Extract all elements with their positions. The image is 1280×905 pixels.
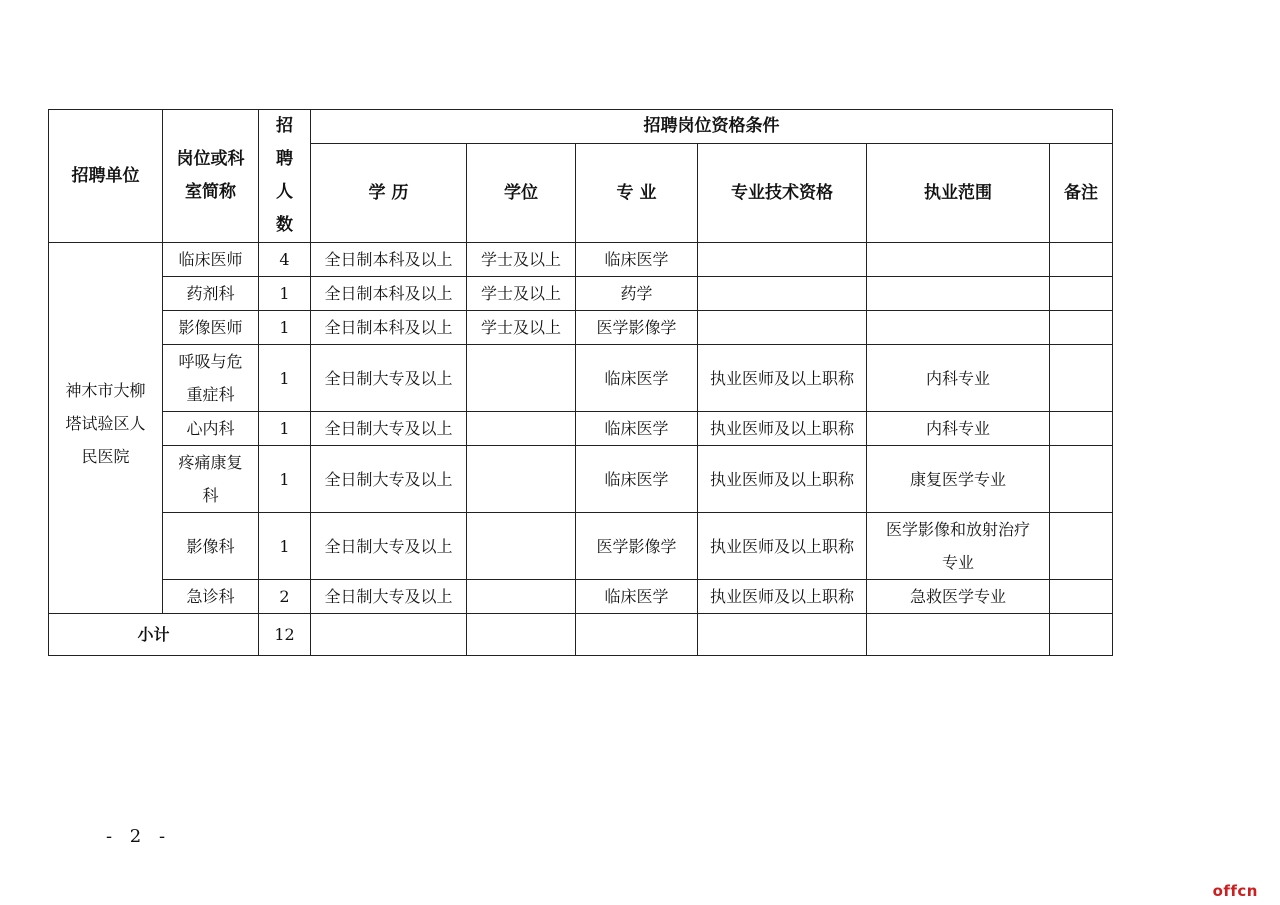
header-unit: 招聘单位 <box>49 110 163 243</box>
cell-scope <box>867 311 1050 345</box>
unit-name: 神木市大柳 塔试验区人 民医院 <box>49 243 163 614</box>
cell-degree <box>467 513 576 580</box>
cell-qualification <box>698 311 867 345</box>
table-row <box>49 580 1113 614</box>
cell-education: 全日制大专及以上 <box>311 412 467 446</box>
cell-education: 全日制本科及以上 <box>311 311 467 345</box>
cell-note <box>1050 243 1113 277</box>
subtotal-label: 小计 <box>49 614 259 656</box>
cell-degree <box>467 446 576 513</box>
cell-qualification: 执业医师及以上职称 <box>698 513 867 580</box>
cell-major: 临床医学 <box>576 446 698 513</box>
recruitment-table <box>48 109 1113 656</box>
cell-count: 4 <box>259 243 311 277</box>
cell-count: 1 <box>259 311 311 345</box>
cell-count: 1 <box>259 513 311 580</box>
cell-major: 临床医学 <box>576 345 698 412</box>
watermark-logo: offcn <box>1212 882 1258 900</box>
cell-major: 医学影像学 <box>576 311 698 345</box>
cell-degree <box>467 412 576 446</box>
table-row <box>49 446 1113 513</box>
cell-major: 临床医学 <box>576 243 698 277</box>
cell-note <box>1050 345 1113 412</box>
header-education: 学 历 <box>311 144 467 243</box>
cell-education: 全日制本科及以上 <box>311 243 467 277</box>
cell-scope: 医学影像和放射治疗 专业 <box>867 513 1050 580</box>
cell-major: 药学 <box>576 277 698 311</box>
cell-education: 全日制大专及以上 <box>311 580 467 614</box>
header-degree: 学位 <box>467 144 576 243</box>
subtotal-count: 12 <box>259 614 311 656</box>
table-row <box>49 345 1113 412</box>
cell-count: 1 <box>259 412 311 446</box>
cell-degree: 学士及以上 <box>467 311 576 345</box>
cell-scope <box>867 243 1050 277</box>
table-row <box>49 513 1113 580</box>
cell-major: 临床医学 <box>576 412 698 446</box>
cell-education: 全日制本科及以上 <box>311 277 467 311</box>
table-row <box>49 277 1113 311</box>
cell-qualification <box>698 243 867 277</box>
subtotal-empty <box>311 614 467 656</box>
subtotal-empty <box>867 614 1050 656</box>
table-body <box>49 243 1113 614</box>
cell-scope: 急救医学专业 <box>867 580 1050 614</box>
header-qualification: 专业技术资格 <box>698 144 867 243</box>
cell-post: 疼痛康复 科 <box>163 446 259 513</box>
cell-post: 影像科 <box>163 513 259 580</box>
cell-education: 全日制大专及以上 <box>311 513 467 580</box>
header-conditions: 招聘岗位资格条件 <box>311 110 1113 144</box>
page-number: - 2 - <box>106 826 172 847</box>
cell-post: 影像医师 <box>163 311 259 345</box>
cell-note <box>1050 513 1113 580</box>
cell-education: 全日制大专及以上 <box>311 345 467 412</box>
subtotal-empty <box>467 614 576 656</box>
cell-qualification: 执业医师及以上职称 <box>698 446 867 513</box>
cell-major: 医学影像学 <box>576 513 698 580</box>
cell-scope: 内科专业 <box>867 412 1050 446</box>
cell-scope: 康复医学专业 <box>867 446 1050 513</box>
cell-degree <box>467 345 576 412</box>
cell-note <box>1050 412 1113 446</box>
cell-scope: 内科专业 <box>867 345 1050 412</box>
cell-note <box>1050 446 1113 513</box>
cell-count: 1 <box>259 345 311 412</box>
cell-qualification <box>698 277 867 311</box>
cell-degree: 学士及以上 <box>467 277 576 311</box>
subtotal-empty <box>576 614 698 656</box>
cell-major: 临床医学 <box>576 580 698 614</box>
cell-post: 呼吸与危 重症科 <box>163 345 259 412</box>
header-post: 岗位或科 室简称 <box>163 110 259 243</box>
header-note: 备注 <box>1050 144 1113 243</box>
cell-post: 心内科 <box>163 412 259 446</box>
cell-note <box>1050 580 1113 614</box>
cell-post: 急诊科 <box>163 580 259 614</box>
cell-count: 1 <box>259 277 311 311</box>
subtotal-empty <box>1050 614 1113 656</box>
table-row <box>49 243 1113 277</box>
table-row <box>49 412 1113 446</box>
table-row <box>49 311 1113 345</box>
cell-post: 临床医师 <box>163 243 259 277</box>
cell-note <box>1050 311 1113 345</box>
cell-scope <box>867 277 1050 311</box>
cell-post: 药剂科 <box>163 277 259 311</box>
header-scope: 执业范围 <box>867 144 1050 243</box>
subtotal-empty <box>698 614 867 656</box>
header-count: 招 聘 人 数 <box>259 110 311 243</box>
cell-note <box>1050 277 1113 311</box>
cell-qualification: 执业医师及以上职称 <box>698 580 867 614</box>
cell-count: 1 <box>259 446 311 513</box>
cell-education: 全日制大专及以上 <box>311 446 467 513</box>
cell-qualification: 执业医师及以上职称 <box>698 345 867 412</box>
cell-count: 2 <box>259 580 311 614</box>
cell-qualification: 执业医师及以上职称 <box>698 412 867 446</box>
header-major: 专 业 <box>576 144 698 243</box>
cell-degree <box>467 580 576 614</box>
cell-degree: 学士及以上 <box>467 243 576 277</box>
